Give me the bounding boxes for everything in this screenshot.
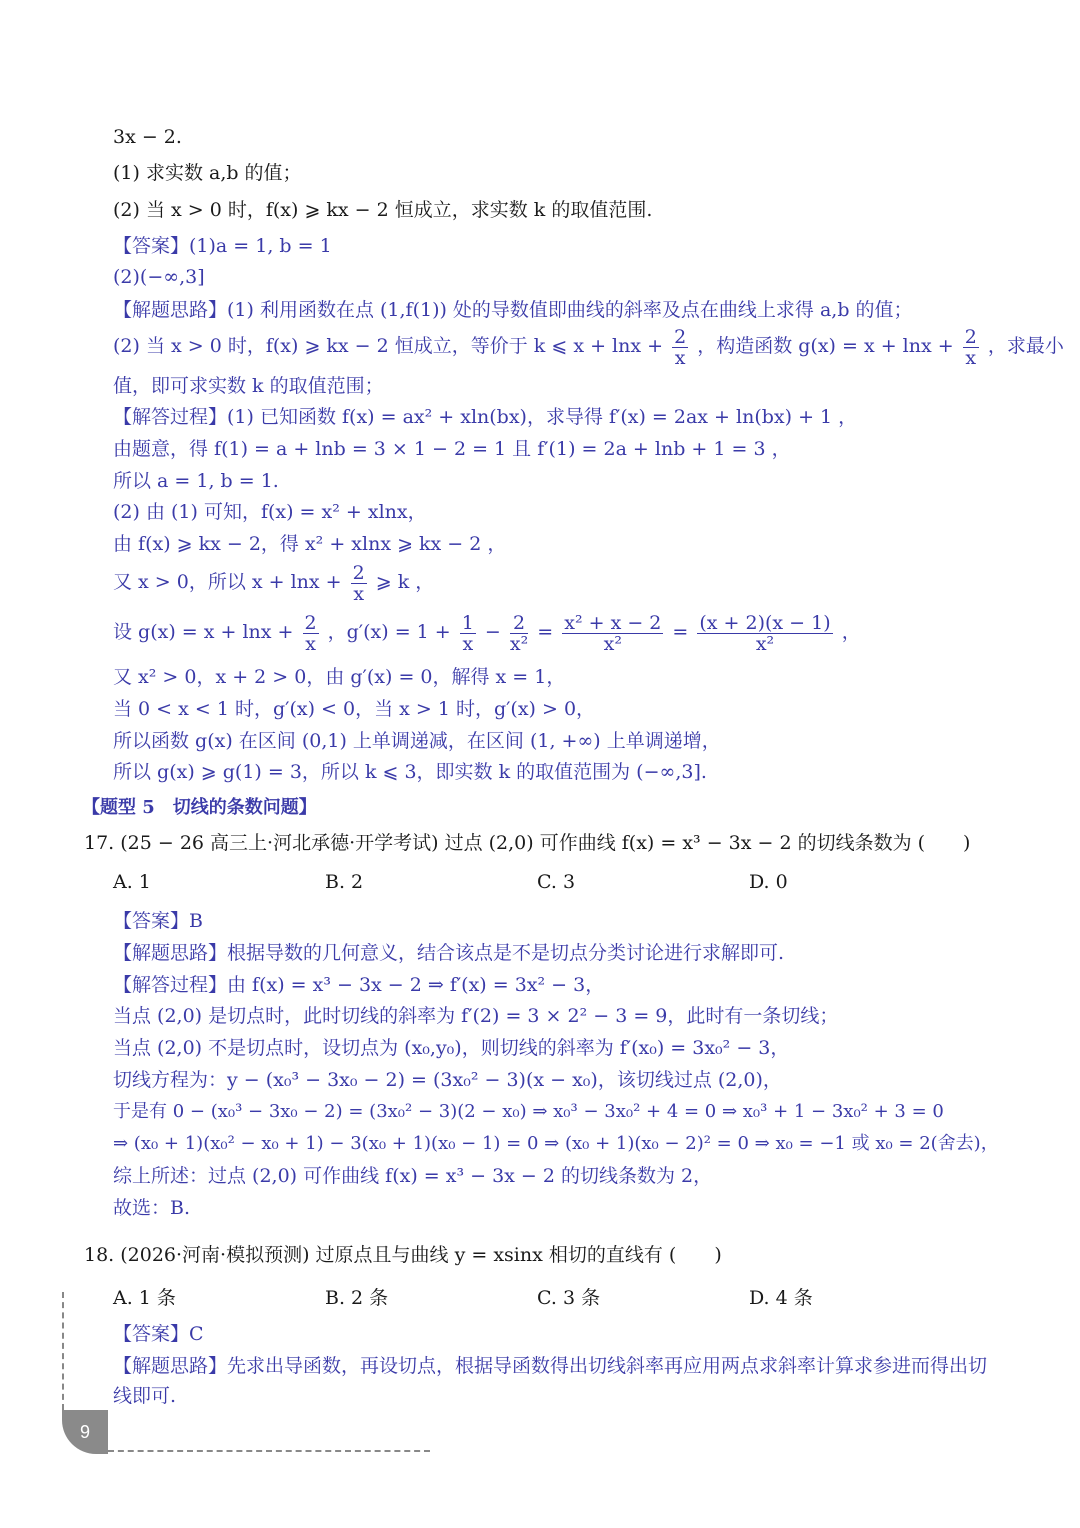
option-b: B. 2 条 [325,1287,389,1309]
denominator: x [674,346,686,369]
solution-line: 当点 (2,0) 是切点时，此时切线的斜率为 f′(2) = 3 × 2² − 3 = 9，此时有一条切线； [113,1005,839,1027]
fraction [562,613,663,654]
page-border-dashed-horizontal [108,1450,430,1452]
denominator: x² [603,632,622,655]
solution-line: 由题意，得 f(1) = a + lnb = 3 × 1 − 2 = 1 且 f′(1) = 2a + lnb + 1 = 3 ， [113,438,791,460]
answer-line: 【答案】(1)a = 1, b = 1 [113,235,332,257]
text-fragment: − [484,621,501,643]
page-number: 9 [79,1421,90,1442]
solution-line: 故选：B. [113,1197,191,1219]
text-fragment: ，构造函数 g(x) = x + lnx + [697,335,954,357]
solution-line: 切线方程为：y − (x₀³ − 3x₀ − 2) = (3x₀² − 3)(x − x₀)，该切线过点 (2,0)， [113,1069,782,1091]
idea-line-with-fractions [113,324,1064,368]
denominator: x [305,632,316,655]
text-fragment: ，求最小 [987,335,1064,357]
text-line: (2) 当 x > 0 时，f(x) ⩾ kx − 2 恒成立，求实数 k 的取值范围. [113,199,653,221]
page-border-dashed-vertical [62,1292,64,1410]
solution-line: 所以函数 g(x) 在区间 (0,1) 上单调递减，在区间 (1, +∞) 上单调递增， [113,730,721,752]
fraction [303,613,319,654]
option-d: D. 4 条 [749,1287,813,1309]
option-a: A. 1 [113,871,151,893]
option-b: B. 2 [325,871,364,893]
section-heading: 【题型 5 切线的条数问题】 [82,797,317,818]
numerator: x² + x − 2 [564,611,662,634]
idea-line: 【解题思路】(1) 利用函数在点 (1,f(1)) 处的导数值即曲线的斜率及点在曲线上求得 a,b 的值； [113,299,913,321]
text-line: (1) 求实数 a,b 的值； [113,162,302,184]
solution-line: 所以 a = 1, b = 1. [113,470,279,492]
fraction [510,613,528,654]
idea-line: 【解题思路】先求出导函数，再设切点，根据导函数得出切线斜率再应用两点求斜率计算求参进而得出切 [113,1355,988,1377]
text-fragment: ，g′(x) = 1 + [327,621,451,643]
solution-line-derivative [113,610,861,654]
solution-line: 又 x² > 0，x + 2 > 0，由 g′(x) = 0，解得 x = 1， [113,666,566,688]
fraction [963,327,979,368]
solution-line: 当点 (2,0) 不是切点时，设切点为 (x₀,y₀)，则切线的斜率为 f′(x₀) = 3x₀² − 3， [113,1037,790,1059]
text-line: 3x − 2. [113,126,182,148]
text-fragment: ， [841,621,861,643]
text-fragment: ⩾ k ， [375,571,435,593]
idea-line: 值，即可求实数 k 的取值范围； [113,375,384,397]
fraction [697,613,832,654]
numerator: (x + 2)(x − 1) [699,611,831,634]
denominator: x [462,632,474,655]
solution-line: 于是有 0 − (x₀³ − 3x₀ − 2) = (3x₀² − 3)(2 − x₀) ⇒ x₀³ − 3x₀² + 4 = 0 ⇒ x₀³ + 1 − 3x₀² + 3 = 0 [113,1101,944,1122]
option-c: C. 3 条 [537,1287,601,1309]
text-fragment: 又 x > 0，所以 x + lnx + [113,571,342,593]
option-c: C. 3 [537,871,576,893]
solution-line: 由 f(x) ⩾ kx − 2，得 x² + xlnx ⩾ kx − 2 ， [113,533,507,555]
numerator: 2 [304,611,317,634]
option-d: D. 0 [749,871,788,893]
solution-line: 【解答过程】由 f(x) = x³ − 3x − 2 ⇒ f′(x) = 3x² − 3， [113,974,605,996]
text-fragment: (2) 当 x > 0 时，f(x) ⩾ kx − 2 恒成立，等价于 k ⩽ x + lnx + [113,335,664,357]
numerator: 1 [461,611,474,634]
fraction [460,613,476,654]
idea-line: 【解题思路】根据导数的几何意义，结合该点是不是切点分类讨论进行求解即可. [113,942,785,964]
numerator: 2 [674,325,687,348]
solution-line: 当 0 < x < 1 时，g′(x) < 0，当 x > 1 时，g′(x) > 0， [113,698,596,720]
denominator: x² [509,632,529,655]
fraction [351,563,367,604]
denominator: x [353,582,365,605]
solution-line: 【解答过程】(1) 已知函数 f(x) = ax² + xln(bx)，求导得 f′(x) = 2ax + ln(bx) + 1 ， [113,406,858,428]
solution-line-with-fraction [113,560,434,604]
question-17-stem: 17. (25 − 26 高三上·河北承德·开学考试) 过点 (2,0) 可作曲线 f(x) = x³ − 3x − 2 的切线条数为 ( ) [84,832,971,854]
fraction [672,327,688,368]
numerator: 2 [510,613,528,634]
numerator: 2 [964,325,977,348]
denominator: x [965,346,977,369]
text-fragment: = [537,621,554,643]
answer-line: (2)(−∞,3] [113,266,205,288]
idea-line: 线即可. [113,1385,177,1407]
answer-line: 【答案】B [113,910,203,932]
solution-line: (2) 由 (1) 可知，f(x) = x² + xlnx， [113,501,427,523]
option-a: A. 1 条 [113,1287,176,1309]
answer-line: 【答案】C [113,1323,204,1345]
denominator: x² [755,632,775,655]
solution-line: 综上所述：过点 (2,0) 可作曲线 f(x) = x³ − 3x − 2 的切线条数为 2， [113,1165,713,1187]
page-number-tab [62,1410,108,1454]
solution-line: 所以 g(x) ⩾ g(1) = 3，所以 k ⩽ 3，即实数 k 的取值范围为 (−∞,3]. [113,761,707,783]
question-18-stem: 18. (2026·河南·模拟预测) 过原点且与曲线 y = xsinx 相切的直线有 ( ) [84,1244,722,1266]
numerator: 2 [352,561,365,584]
text-fragment: = [672,621,689,643]
text-fragment: 设 g(x) = x + lnx + [113,621,294,643]
solution-line: ⇒ (x₀ + 1)(x₀² − x₀ + 1) − 3(x₀ + 1)(x₀ − 1) = 0 ⇒ (x₀ + 1)(x₀ − 2)² = 0 ⇒ x₀ = −1 或 x₀ = 2(舍去)， [113,1133,999,1154]
